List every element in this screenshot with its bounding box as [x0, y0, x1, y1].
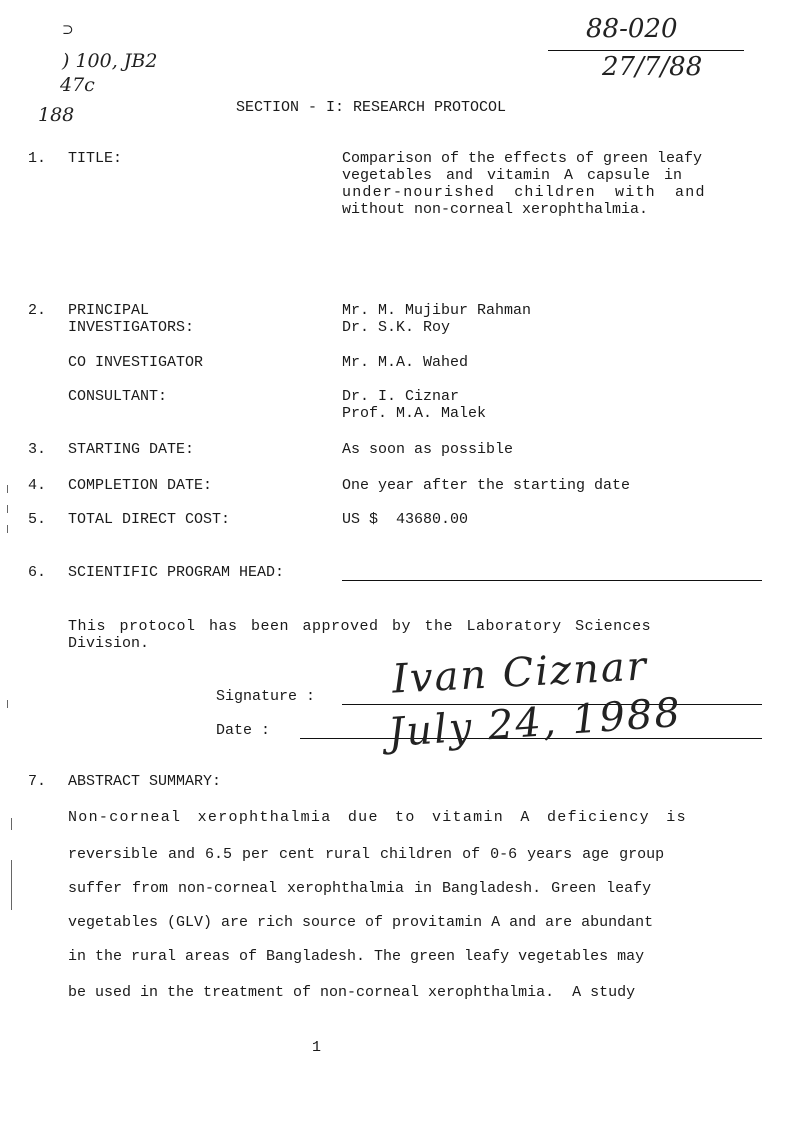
scan-mark: [11, 818, 12, 830]
scan-mark: [7, 700, 8, 708]
section-heading: SECTION - I: RESEARCH PROTOCOL: [236, 99, 507, 116]
scan-mark: [7, 485, 8, 493]
title-line-3: under-nourished children with and: [342, 184, 706, 201]
approval-line-1: This protocol has been approved by the Laboratory Sciences: [68, 618, 652, 635]
reference-date: 27/7/88: [602, 52, 703, 82]
margin-note-line2: 47c: [60, 74, 95, 96]
date-label: Date :: [216, 722, 271, 739]
consultant-label: CONSULTANT:: [68, 388, 168, 405]
title-number: 1.: [28, 150, 47, 167]
program-head-label: SCIENTIFIC PROGRAM HEAD:: [68, 564, 285, 581]
starting-date-label: STARTING DATE:: [68, 441, 195, 458]
abstract-line-5: in the rural areas of Bangladesh. The green leafy vegetables may: [68, 948, 645, 965]
approval-line-2: Division.: [68, 635, 150, 652]
completion-date-number: 4.: [28, 477, 47, 494]
title-line-1: Comparison of the effects of green leafy: [342, 150, 703, 167]
completion-date-value: One year after the starting date: [342, 477, 631, 494]
scan-mark: [7, 505, 8, 513]
handwritten-signature: Ivan Ciznar: [390, 643, 649, 703]
investigator-name-2: Dr. S.K. Roy: [342, 319, 451, 336]
scan-mark: [7, 525, 8, 533]
investigators-label-1: PRINCIPAL: [68, 302, 150, 319]
program-head-number: 6.: [28, 564, 47, 581]
abstract-line-3: suffer from non-corneal xerophthalmia in Bangladesh. Green leafy: [68, 880, 652, 897]
abstract-line-1: Non-corneal xerophthalmia due to vitamin A deficiency is: [68, 809, 687, 826]
scan-mark: [11, 860, 12, 910]
program-head-signature-line: [342, 580, 762, 581]
handwritten-date: July 24, 1988: [386, 689, 684, 757]
abstract-line-4: vegetables (GLV) are rich source of provitamin A and are abundant: [68, 914, 654, 931]
investigators-label-2: INVESTIGATORS:: [68, 319, 195, 336]
starting-date-value: As soon as possible: [342, 441, 514, 458]
abstract-line-2: reversible and 6.5 per cent rural children of 0-6 years age group: [68, 846, 665, 863]
page-number: 1: [312, 1039, 322, 1056]
consultant-name-2: Prof. M.A. Malek: [342, 405, 487, 422]
abstract-line-6: be used in the treatment of non-corneal xerophthalmia. A study: [68, 984, 636, 1001]
margin-note-line3: 188: [38, 104, 75, 126]
margin-mark: ⊃: [62, 22, 74, 38]
reference-underline: [548, 50, 744, 51]
total-cost-value: US $ 43680.00: [342, 511, 469, 528]
title-line-4: without non-corneal xerophthalmia.: [342, 201, 649, 218]
investigators-number: 2.: [28, 302, 47, 319]
completion-date-label: COMPLETION DATE:: [68, 477, 213, 494]
starting-date-number: 3.: [28, 441, 47, 458]
title-label: TITLE:: [68, 150, 123, 167]
investigator-name-1: Mr. M. Mujibur Rahman: [342, 302, 532, 319]
consultant-name-1: Dr. I. Ciznar: [342, 388, 460, 405]
signature-label: Signature :: [216, 688, 316, 705]
total-cost-number: 5.: [28, 511, 47, 528]
title-line-2: vegetables and vitamin A capsule in: [342, 167, 683, 184]
co-investigator-name: Mr. M.A. Wahed: [342, 354, 469, 371]
margin-note-line1: ) 100, JB2: [62, 50, 158, 72]
total-cost-label: TOTAL DIRECT COST:: [68, 511, 231, 528]
reference-number: 88-020: [586, 14, 678, 44]
abstract-label: ABSTRACT SUMMARY:: [68, 773, 222, 790]
abstract-number: 7.: [28, 773, 47, 790]
co-investigator-label: CO INVESTIGATOR: [68, 354, 204, 371]
